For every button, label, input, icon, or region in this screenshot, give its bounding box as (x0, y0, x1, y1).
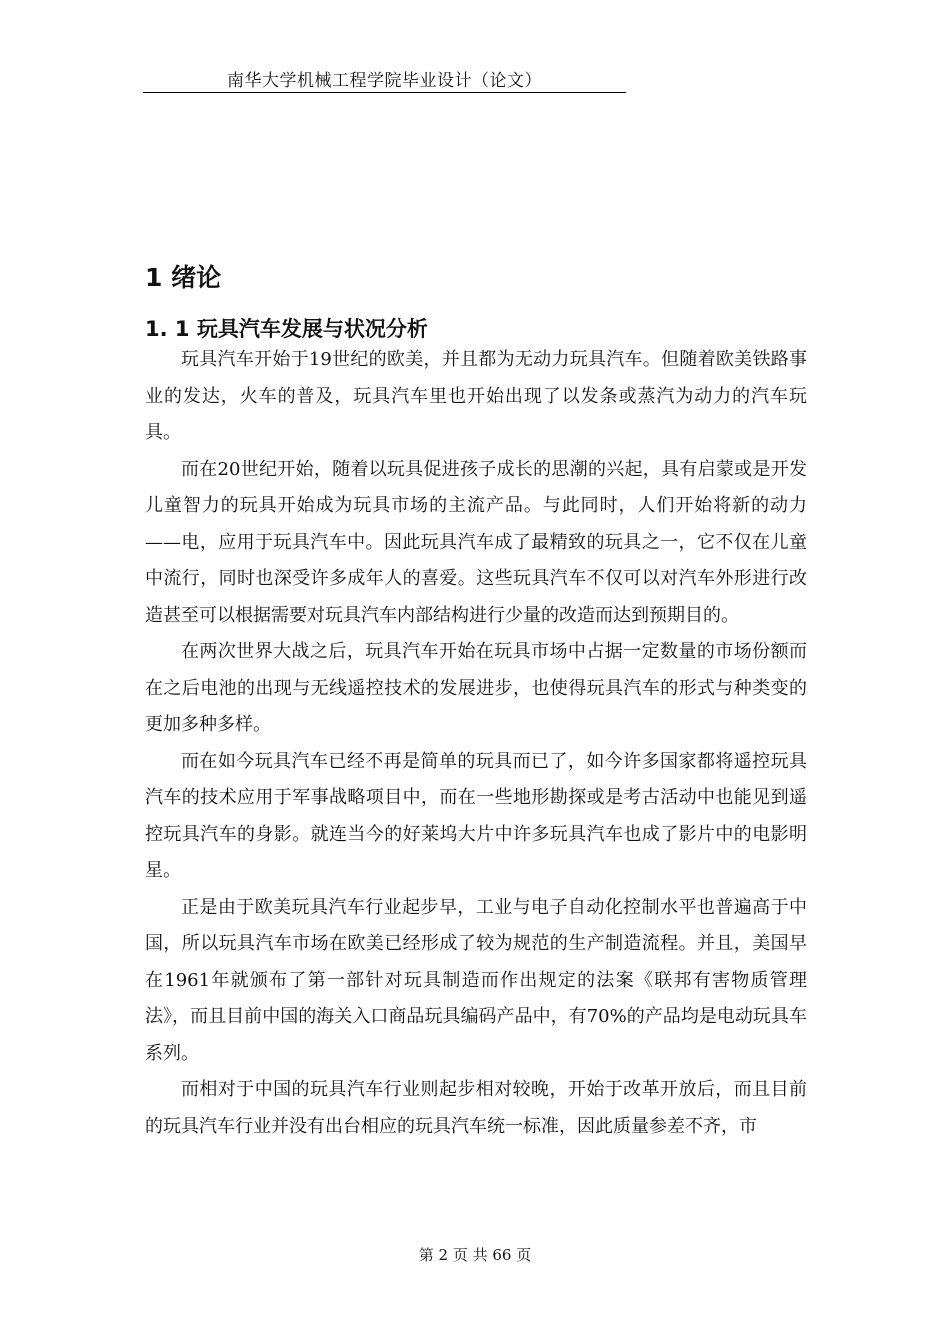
body-text (145, 342, 807, 1145)
header-divider (143, 92, 626, 93)
section-heading: 1. 1 玩具汽车发展与状况分析 (145, 317, 428, 341)
page-number: 第 2 页 共 66 页 (418, 1246, 532, 1264)
chapter-heading: 1 绪论 (145, 263, 222, 292)
paragraph: 正是由于欧美玩具汽车行业起步早，工业与电子自动化控制水平也普遍高于中国，所以玩具汽车市场在欧美已经形成了较为规范的生产制造流程。并且，美国早在1961年就颁布了第一部针对玩具制造而作出规定的法案《联邦有害物质管理法》，而且目前中国的海关入口商品玩具编码产品中，有70%的产品均是电动玩具车系列。 (145, 896, 807, 1064)
paragraph: 玩具汽车开始于19世纪的欧美，并且都为无动力玩具汽车。但随着欧美铁路事业的发达，火车的普及，玩具汽车里也开始出现了以发条或蒸汽为动力的汽车玩具。 (145, 349, 807, 443)
page-header: 南华大学机械工程学院毕业设计（论文） (227, 71, 542, 91)
paragraph: 而在如今玩具汽车已经不再是简单的玩具而已了，如今许多国家都将遥控玩具汽车的技术应用于军事战略项目中，而在一些地形勘探或是考古活动中也能见到遥控玩具汽车的身影。就连当今的好莱坞大片中许多玩具汽车也成了影片中的电影明星。 (145, 750, 807, 881)
paragraph: 在两次世界大战之后，玩具汽车开始在玩具市场中占据一定数量的市场份额而在之后电池的出现与无线遥控技术的发展进步，也使得玩具汽车的形式与种类变的更加多种多样。 (145, 641, 807, 735)
paragraph: 而相对于中国的玩具汽车行业则起步相对较晚，开始于改革开放后，而且目前的玩具汽车行业并没有出台相应的玩具汽车统一标准，因此质量参差不齐，市 (145, 1079, 807, 1137)
paragraph: 而在20世纪开始，随着以玩具促进孩子成长的思潮的兴起，具有启蒙或是开发儿童智力的玩具开始成为玩具市场的主流产品。与此同时，人们开始将新的动力——电，应用于玩具汽车中。因此玩具汽车成了最精致的玩具之一，它不仅在儿童中流行，同时也深受许多成年人的喜爱。这些玩具汽车不仅可以对汽车外形进行改造甚至可以根据需要对玩具汽车内部结构进行少量的改造而达到预期目的。 (145, 458, 807, 626)
